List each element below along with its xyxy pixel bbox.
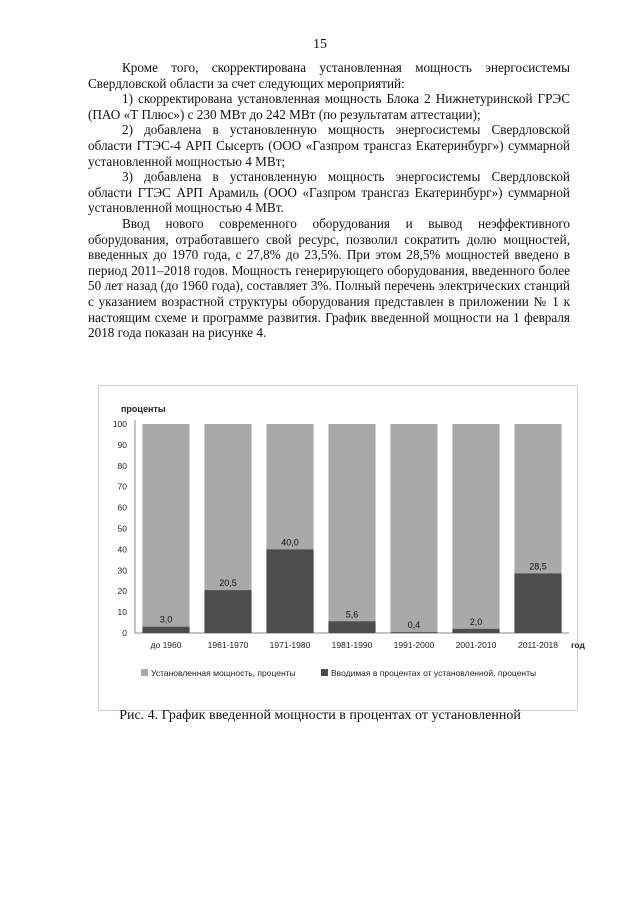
data-label: 20,5: [219, 578, 237, 589]
data-label: 2,0: [469, 616, 483, 627]
bar-installed: [328, 424, 375, 633]
y-tick-label: 100: [112, 419, 127, 429]
x-tick-label: 1971-1980: [269, 640, 311, 650]
chart-svg: [99, 386, 585, 710]
bar-installed: [452, 424, 499, 633]
paragraph-summary: Ввод нового современного оборудования и вывод неэффективного оборудования, отработавшего свой ресурс, позволил сократить долю мощностей, введенных до 1970 года, с 27,8% до 23,5%. При этом 28,5% мощностей введено в период 2011–2018 годов. Мощность генерирующего оборудования, введенного более 50 лет назад (до 1960 года), составляет 3%. Полный перечень электрических станций с указанием возрастной структуры оборудования представлен в приложении № 1 к настоящим схеме и программе развития. График введенной мощности на 1 февраля 2018 года показан на рисунке 4.: [88, 215, 570, 341]
bar-commissioned: [142, 627, 189, 633]
data-label: 28,5: [529, 561, 547, 572]
y-tick-label: 70: [117, 481, 127, 492]
x-tick-label: 2001-2010: [455, 640, 497, 650]
y-tick-label: 40: [117, 544, 127, 555]
y-tick-label: 0: [122, 628, 127, 638]
body-text: [88, 60, 570, 341]
x-axis-title: год: [571, 640, 585, 650]
legend-label-commissioned: Вводимая в процентах от установленной, проценты: [331, 668, 537, 678]
x-tick-label: 2011-2018: [517, 640, 559, 650]
legend-swatch-installed: [141, 669, 148, 676]
x-tick-label: 1991-2000: [393, 640, 435, 650]
y-tick-label: 10: [117, 607, 127, 618]
x-tick-label: 1981-1990: [331, 640, 373, 650]
data-label: 40,0: [281, 537, 299, 548]
bar-commissioned: [266, 549, 313, 633]
page-number: 15: [313, 37, 327, 52]
y-tick-label: 60: [117, 502, 127, 513]
y-tick-label: 30: [117, 565, 127, 576]
bar-commissioned: [328, 621, 375, 633]
bar-commissioned: [452, 629, 499, 633]
y-tick-label: 80: [117, 460, 127, 471]
x-tick-label: 1961-1970: [207, 640, 249, 650]
y-tick-label: 90: [117, 439, 127, 450]
paragraph-intro: Кроме того, скорректирована установленная мощность энергосистемы Свердловской области за счет следующих мероприятий:: [88, 60, 570, 91]
bar-installed: [142, 424, 189, 633]
paragraph-item-2: 2) добавлена в установленную мощность энергосистемы Свердловской области ГТЭС-4 АРП Сысерть (ООО «Газпром трансгаз Екатеринбург») суммарной установленной мощностью 4 МВт;: [88, 122, 570, 169]
bar-commissioned: [514, 573, 561, 633]
bar-commissioned: [204, 590, 251, 633]
legend-swatch-commissioned: [321, 669, 328, 676]
y-tick-label: 50: [117, 523, 127, 534]
paragraph-item-1: 1) скорректирована установленная мощность Блока 2 Нижнетуринской ГРЭС (ПАО «Т Плюс») с 230 МВт до 242 МВт (по результатам аттестации);: [88, 91, 570, 122]
paragraph-item-3: 3) добавлена в установленную мощность энергосистемы Свердловской области ГТЭС АРП Арамиль (ООО «Газпром трансгаз Екатеринбург») суммарной установленной мощностью 4 МВт.: [88, 169, 570, 216]
data-label: 5,6: [345, 609, 359, 620]
x-tick-label: до 1960: [150, 640, 182, 650]
data-label: 3,0: [159, 614, 173, 625]
chart-figure: [98, 385, 585, 711]
bar-installed: [390, 424, 437, 633]
legend-label-installed: Установленная мощность, проценты: [151, 668, 296, 678]
y-tick-label: 20: [117, 586, 127, 597]
bar-commissioned: [390, 632, 437, 633]
figure-caption: Рис. 4. График введенной мощности в процентах от установленной: [119, 708, 521, 723]
y-axis-title: проценты: [121, 404, 166, 414]
data-label: 0,4: [407, 620, 421, 631]
